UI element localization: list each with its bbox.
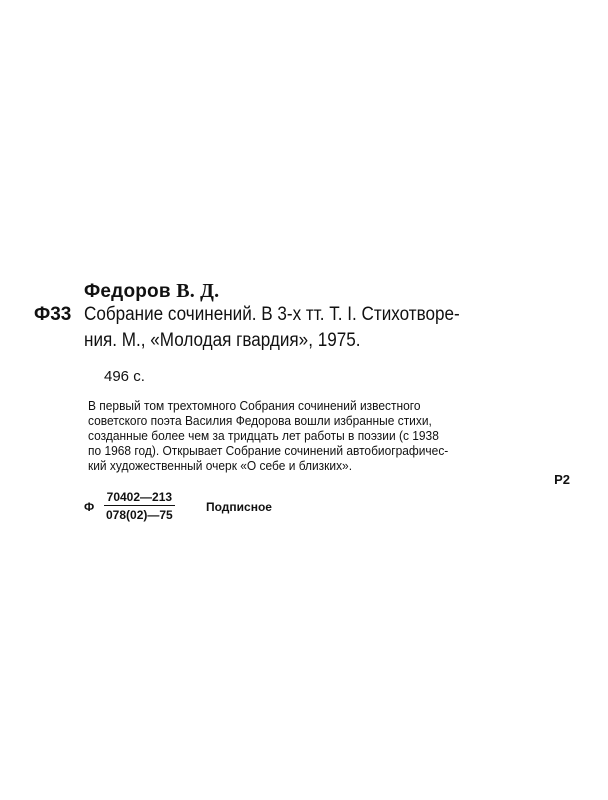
annotation-line: советского поэта Василия Федорова вошли избранные стихи, — [88, 413, 432, 428]
publisher-code-numerator: 70402—213 — [104, 490, 175, 506]
author-surname: Федоров — [84, 281, 171, 302]
publisher-code-fraction — [104, 490, 175, 522]
classification-code: Р2 — [554, 472, 570, 487]
subscription-label: Подписное — [206, 500, 272, 514]
title-line-2: ния. М., «Молодая гвардия», 1975. — [84, 330, 361, 351]
author-initials: В. Д. — [176, 280, 220, 302]
annotation-line: по 1968 год). Открывает Собрание сочинений автобиографичес- — [88, 443, 449, 458]
annotation-line: кий художественный очерк «О себе и близких». — [88, 458, 353, 473]
page-count: 496 с. — [104, 368, 145, 385]
publisher-code-denominator: 078(02)—75 — [106, 508, 173, 522]
author-heading — [84, 280, 219, 303]
publisher-code-prefix: Ф — [84, 500, 95, 514]
annotation — [84, 398, 584, 473]
annotation-line: В первый том трехтомного Собрания сочинений известного — [88, 398, 421, 413]
title-line-1: Собрание сочинений. В 3-х тт. Т. I. Стихотворе- — [84, 304, 460, 325]
catalog-index: Ф33 — [34, 304, 72, 325]
annotation-line: созданные более чем за тридцать лет работы в поэзии (с 1938 — [88, 428, 439, 443]
